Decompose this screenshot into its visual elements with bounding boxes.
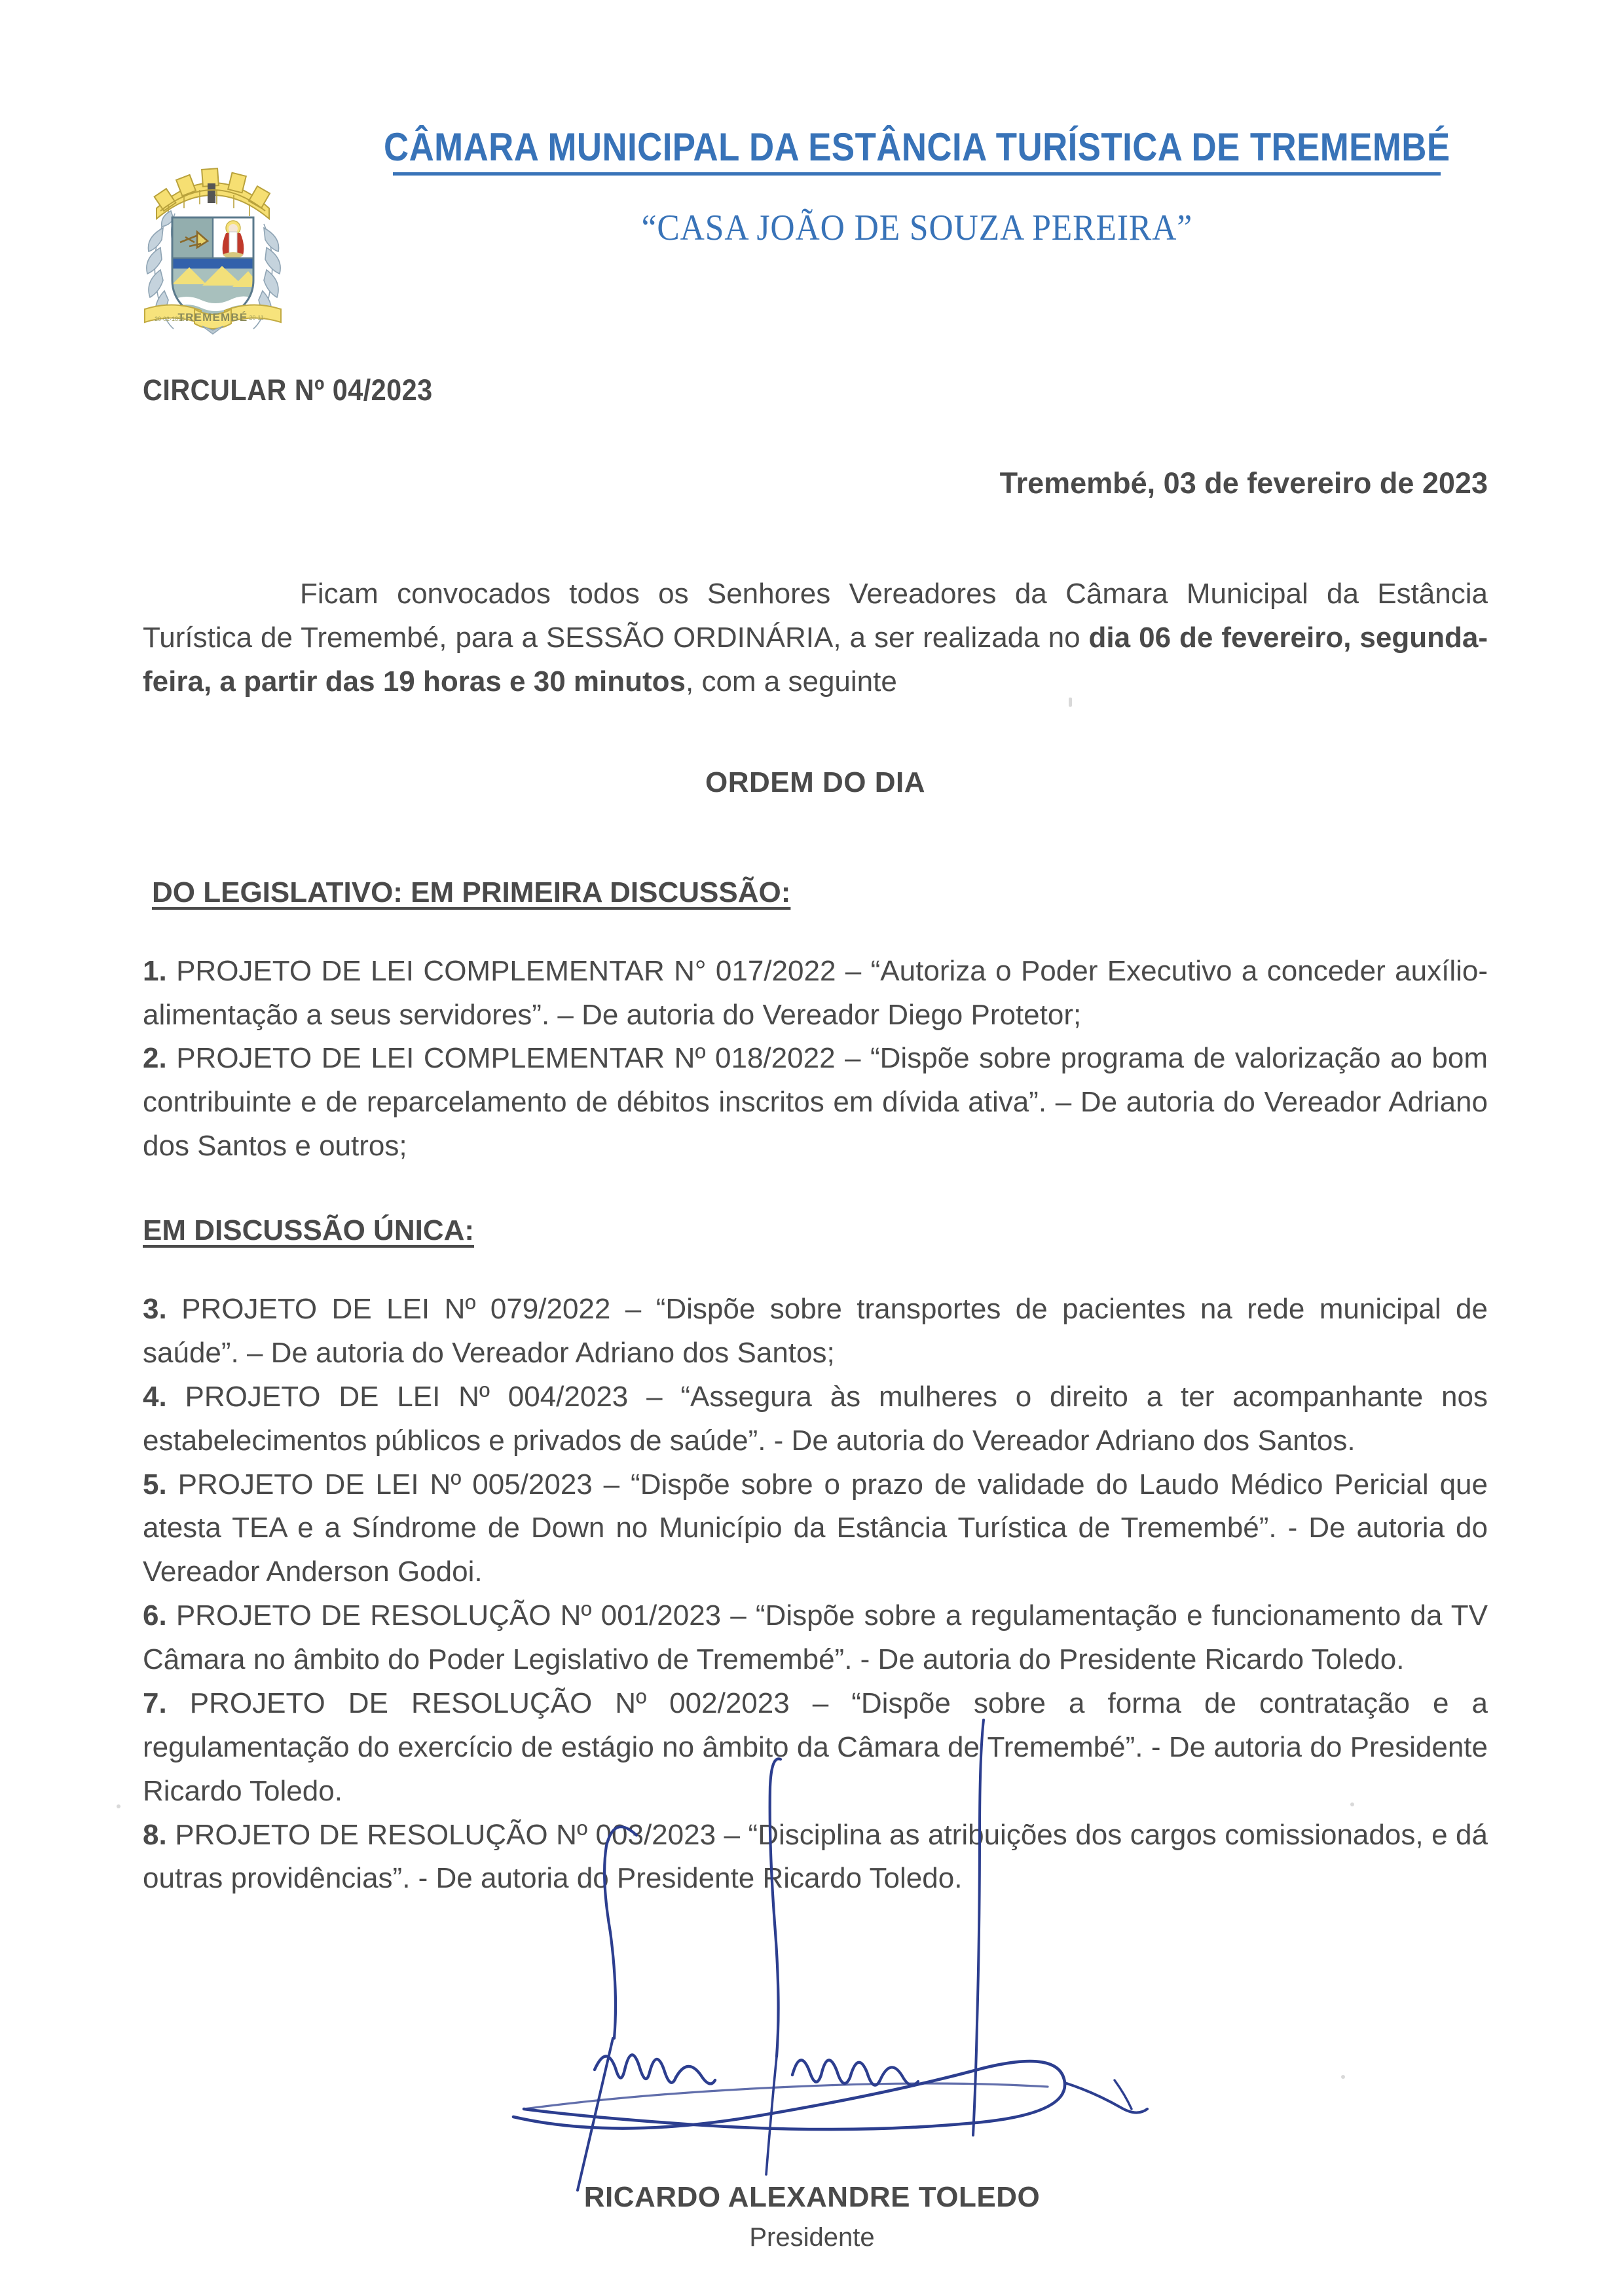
title-underline-rule	[393, 172, 1441, 176]
section-heading-discussao-unica: EM DISCUSSÃO ÚNICA:	[143, 1214, 475, 1246]
scan-speckle	[1341, 2075, 1345, 2079]
item-text: PROJETO DE LEI Nº 004/2023 – “Assegura às mulheres o direito a ter acompanhante nos estabelecimentos públicos e privados de saúde”. - De autoria do Vereador Adriano dos Santos.	[143, 1380, 1488, 1457]
item-text: PROJETO DE LEI COMPLEMENTAR N° 017/2022 – “Autoriza o Poder Executivo a conceder auxílio-alimentação a seus servidores”. – De autoria do Vereador Diego Protetor;	[143, 954, 1488, 1031]
item-number: 5.	[143, 1468, 167, 1501]
item-text: PROJETO DE LEI Nº 079/2022 – “Dispõe sobre transportes de pacientes na rede municipal de saúde”. – De autoria do Vereador Adriano dos Santos;	[143, 1293, 1488, 1369]
agenda-item	[143, 1594, 1488, 1682]
crest-banner-label: TREMEMBÉ	[177, 311, 248, 324]
crest-date-right: 20·11·	[249, 314, 266, 321]
item-number: 3.	[143, 1293, 167, 1325]
item-number: 8.	[143, 1818, 167, 1851]
header-title-block	[308, 125, 1526, 249]
item-text: PROJETO DE RESOLUÇÃO Nº 001/2023 – “Dispõe sobre a regulamentação e funcionamento da TV Câmara no âmbito do Poder Legislativo de Tremembé”. - De autoria do Presidente Ricardo Toledo.	[143, 1599, 1488, 1675]
intro-prefix: Ficam convocados todos os Senhores Vereadores da Câmara Municipal da Estância Turística de Tremembé, para a SESSÃO ORDINÁRIA, a ser realizada no	[143, 578, 1488, 654]
signature-block	[0, 1729, 1624, 2252]
document-header	[0, 0, 1624, 337]
section-heading-legislativo: DO LEGISLATIVO: EM PRIMEIRA DISCUSSÃO:	[152, 876, 791, 908]
signature-name: RICARDO ALEXANDRE TOLEDO	[583, 2181, 1041, 2213]
intro-bold: dia 06 de fevereiro, segunda-feira, a partir das 19 horas e 30 minutos	[143, 621, 1488, 698]
item-text: PROJETO DE LEI Nº 005/2023 – “Dispõe sobre o prazo de validade do Laudo Médico Pericial que atesta TEA e a Síndrome de Down no Município da Estância Turística de Tremembé”. - De autoria do Vereador Anderson Godoi.	[143, 1468, 1488, 1588]
item-text: PROJETO DE LEI COMPLEMENTAR Nº 018/2022 – “Dispõe sobre programa de valorização ao bom contribuinte e de reparcelamento de débitos inscritos em dívida ativa”. – De autoria do Vereador Adriano dos Santos e outros;	[143, 1042, 1488, 1163]
item-number: 6.	[143, 1599, 167, 1632]
agenda-item	[143, 1463, 1488, 1595]
signature-role: Presidente	[749, 2223, 875, 2252]
item-number: 2.	[143, 1042, 167, 1075]
scan-speckle	[117, 1804, 120, 1808]
org-title: CÂMARA MUNICIPAL DA ESTÂNCIA TURÍSTICA DE TREMEMBÉ	[383, 125, 1450, 169]
item-text: PROJETO DE RESOLUÇÃO Nº 003/2023 – “Disciplina as atribuições dos cargos comissionados, e dá outras providências”. - De autoria do Presidente Ricardo Toledo.	[143, 1818, 1488, 1895]
coat-of-arms-icon	[134, 145, 291, 342]
document-body	[143, 373, 1488, 1901]
scan-speckle	[1350, 1802, 1354, 1806]
handwritten-signature	[485, 1716, 1179, 2227]
date-line: Tremembé, 03 de fevereiro de 2023	[999, 466, 1488, 500]
item-number: 1.	[143, 954, 167, 987]
scan-speckle	[1069, 698, 1072, 707]
agenda-heading: ORDEM DO DIA	[705, 766, 925, 798]
agenda-item	[143, 1288, 1488, 1375]
intro-paragraph	[143, 572, 1488, 704]
agenda-item	[143, 1375, 1488, 1463]
agenda-item	[143, 1037, 1488, 1168]
intro-suffix: , com a seguinte	[686, 665, 897, 698]
crest-date-left: 20·02·1896	[154, 316, 185, 322]
circular-number: CIRCULAR Nº 04/2023	[143, 373, 433, 407]
item-text: PROJETO DE RESOLUÇÃO Nº 002/2023 – “Dispõe sobre a forma de contratação e a regulamentação do exercício de estágio no âmbito da Câmara de Tremembé”. - De autoria do Presidente Ricardo Toledo.	[143, 1687, 1488, 1807]
item-number: 4.	[143, 1380, 167, 1413]
agenda-item	[143, 950, 1488, 1037]
item-number: 7.	[143, 1687, 167, 1719]
org-subtitle: “CASA JOÃO DE SOUZA PEREIRA”	[641, 208, 1192, 248]
